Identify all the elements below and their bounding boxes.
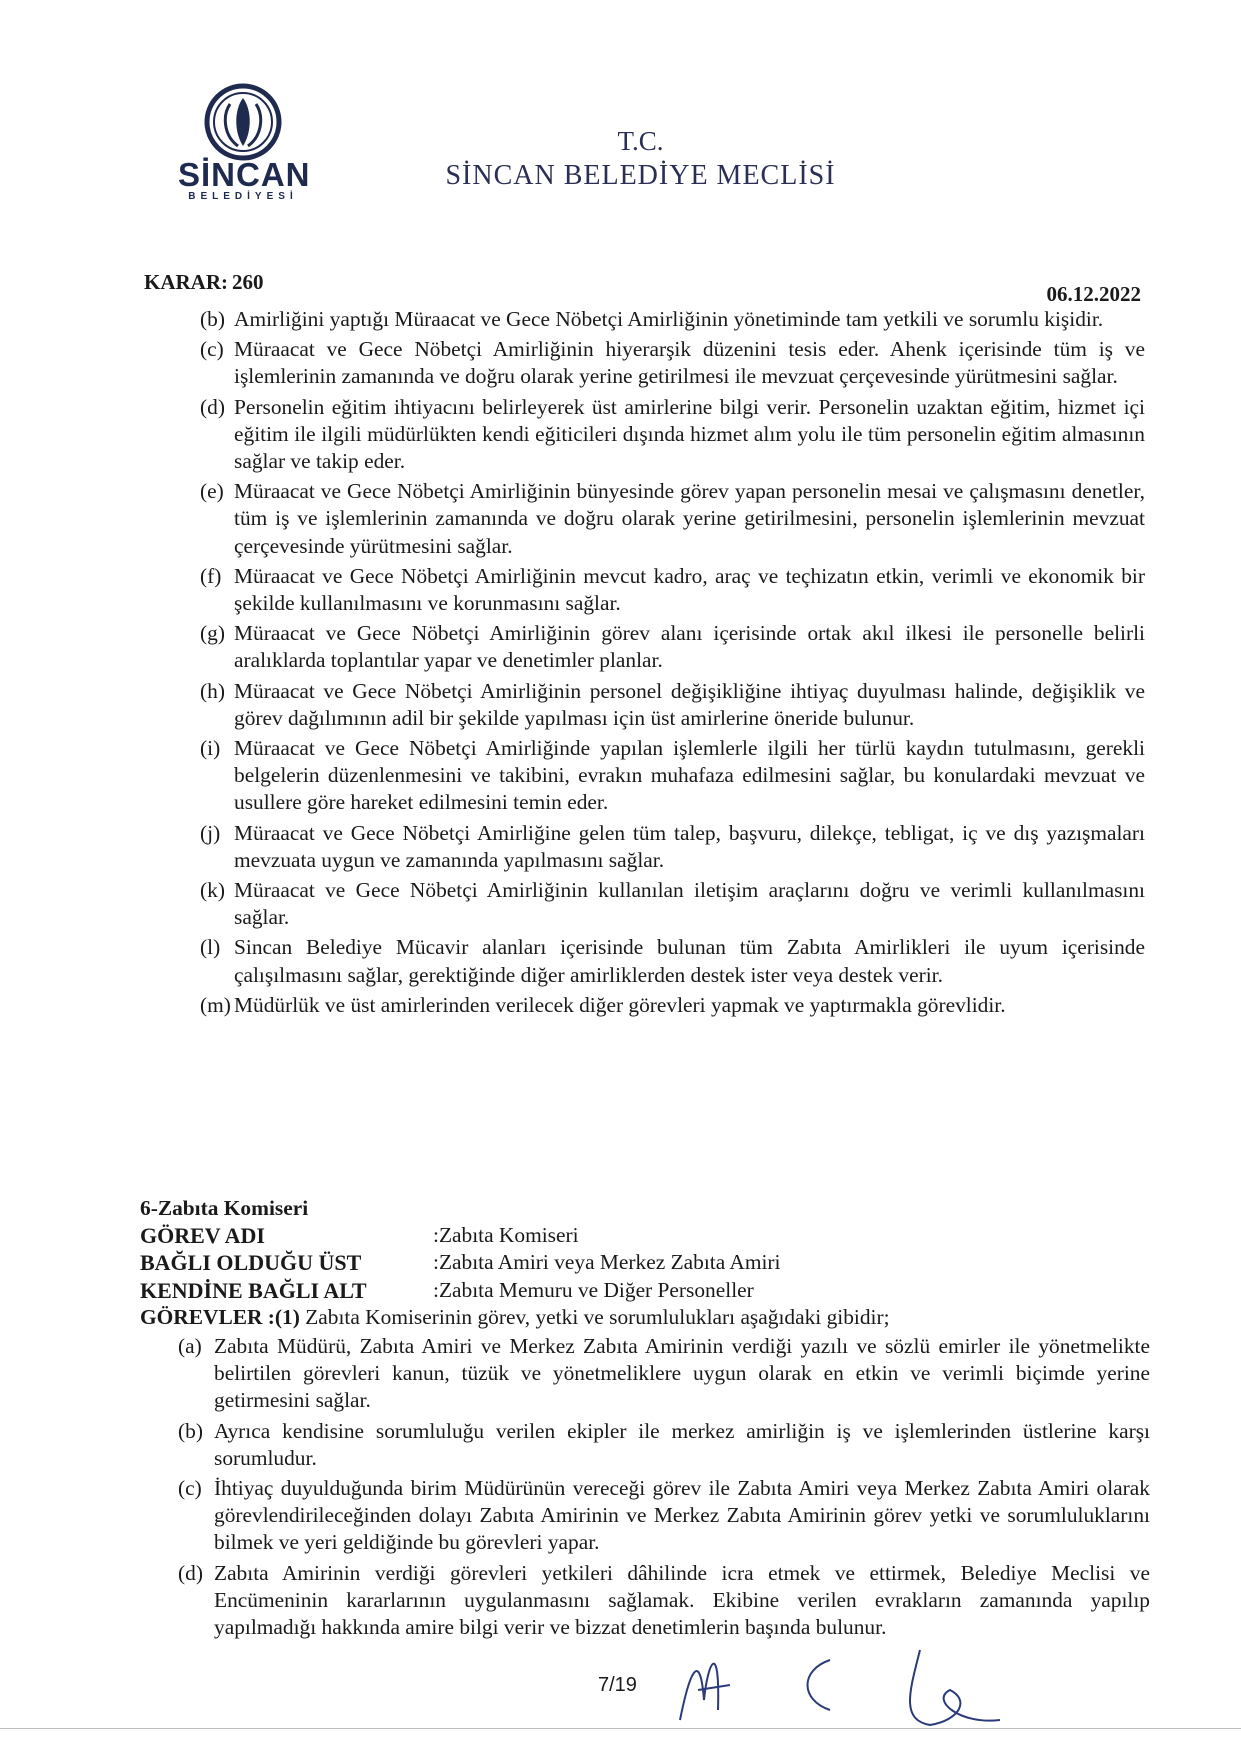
duty-list-section <box>178 1333 1150 1641</box>
duties-head: GÖREVLER :(1) <box>140 1304 300 1329</box>
list-item <box>200 336 1145 390</box>
list-item <box>178 1333 1150 1415</box>
item-text: Müraacat ve Gece Nöbetçi Amirliğinin mevcut kadro, araç ve teçhizatın etkin, verimli ve ekonomik bir şekilde kullanılmasını ve korunmasını sağlar. <box>234 563 1145 616</box>
logo-subtitle: BELEDİYESİ <box>188 191 298 202</box>
item-text: İhtiyaç duyulduğunda birim Müdürünün vereceği görev ile Zabıta Amiri veya Merkez Zabıta Amiri olarak görevlendirileceğinden dolayı Zabıta Amirinin ve Merkez Zabıta Amirinin görev yetki ve sorumluluklarını bilmek ve yeri geldiğinde bu görevleri yapar. <box>214 1476 1150 1555</box>
item-label: (d) <box>200 394 225 419</box>
list-item <box>200 934 1145 988</box>
item-text: Müraacat ve Gece Nöbetçi Amirliğinde yapılan işlemlerle ilgili her türlü kaydın tutulmasını, gerekli belgelerin düzenlenmesini ve takibini, evrakın muhafaza edilmesini sağlar, bu konulardaki mevzuat ve usullere göre hareket edilmesini temin eder. <box>234 736 1145 815</box>
duties-intro-text: Zabıta Komiserinin görev, yetki ve sorumlulukları aşağıdaki gibidir; <box>305 1304 890 1329</box>
list-item <box>200 992 1145 1019</box>
list-item <box>200 620 1145 674</box>
item-label: (g) <box>200 621 225 646</box>
item-text: Zabıta Müdürü, Zabıta Amiri ve Merkez Zabıta Amirinin verdiği yazılı ve sözlü emirler ile yönetmelikte belirtilen görevleri kanun, tüzük ve yönetmeliklere uygun olarak en etkin ve verimli biçimde yerine getirmesini sağlar. <box>214 1334 1150 1413</box>
list-item <box>200 563 1145 617</box>
item-text: Ayrıca kendisine sorumluluğu verilen ekipler ile merkez amirliğin iş ve işlemlerinden üstlerine karşı sorumludur. <box>214 1418 1150 1470</box>
decision-date: 06.12.2022 <box>1046 282 1141 306</box>
item-text: Müraacat ve Gece Nöbetçi Amirliğinin bünyesinde görev yapan personelin mesai ve çalışmasını denetler, tüm iş ve işlemlerinin zamanında ve doğru olarak yerine getirilmesini, personelin işlemlerinin mevzuat çerçevesinde yürütmesini sağlar. <box>234 479 1145 558</box>
info-key: BAĞLI OLDUĞU ÜST <box>140 1250 362 1276</box>
item-label: (j) <box>200 820 221 845</box>
item-label: (b) <box>178 1418 203 1443</box>
section-title: 6-Zabıta Komiseri <box>140 1196 309 1220</box>
page-bottom-rule <box>0 1728 1241 1729</box>
info-value: :Zabıta Amiri veya Merkez Zabıta Amiri <box>433 1250 781 1275</box>
item-text: Personelin eğitim ihtiyacını belirleyerek üst amirlerine bilgi verir. Personelin uzaktan eğitim, hizmet içi eğitim ile ilgili müdürlükten kendi eğiticileri dışında hizmet alım yolu ile tüm personelin eğitim almasının sağlar ve takip eder. <box>234 394 1145 474</box>
info-row <box>140 1277 1150 1304</box>
info-key: KENDİNE BAĞLI ALT <box>140 1277 367 1303</box>
list-item <box>178 1560 1150 1642</box>
info-row <box>140 1249 1150 1276</box>
item-text: Amirliğini yaptığı Müraacat ve Gece Nöbetçi Amirliğinin yönetiminde tam yetkili ve sorumlu kişidir. <box>234 307 1104 331</box>
header-council-name: SİNCAN BELEDİYE MECLİSİ <box>445 160 836 191</box>
list-item <box>200 735 1145 817</box>
item-text: Müraacat ve Gece Nöbetçi Amirliğinin görev alanı içerisinde ortak akıl ilkesi ile personelle belirli aralıklarda toplantılar yapar ve denetimler planlar. <box>234 621 1145 673</box>
item-text: Sincan Belediye Mücavir alanları içerisinde bulunan tüm Zabıta Amirlikleri ile uyum içerisinde çalışılmasını sağlar, gerektiğinde diğer amirliklerden destek ister veya destek verir. <box>234 935 1145 987</box>
item-text: Zabıta Amirinin verdiği görevleri yetkileri dâhilinde icra etmek ve ettirmek, Belediye Meclisi ve Encümeninin kararlarının uygulanmasını sağlamak. Ekibine verilen evrakların zamanında yapılıp yapılmadığı hakkında amire bilgi verir ve bizzat denetimlerin başında bulunur. <box>214 1560 1150 1640</box>
item-label: (l) <box>200 935 221 960</box>
section-zabita-komiseri <box>140 1195 1150 1644</box>
item-label: (f) <box>200 563 222 588</box>
decision-number <box>140 270 264 295</box>
list-item <box>200 678 1145 732</box>
item-text: Müdürlük ve üst amirlerinden verilecek diğer görevleri yapmak ve yaptırmakla görevlidir. <box>234 992 1006 1017</box>
decision-label: KARAR: <box>144 270 228 294</box>
info-value: :Zabıta Komiseri <box>433 1223 579 1248</box>
list-item <box>200 394 1145 476</box>
item-label: (h) <box>200 678 225 703</box>
item-text: Müraacat ve Gece Nöbetçi Amirliğine gelen tüm talep, başvuru, dilekçe, tebligat, iç ve dış yazışmaları mevzuata uygun ve zamanında yapılmasını sağlar. <box>234 820 1145 872</box>
list-item <box>200 877 1145 931</box>
item-label: (i) <box>200 736 221 761</box>
list-item <box>200 478 1145 560</box>
duties-intro <box>140 1304 1150 1331</box>
item-label: (b) <box>200 307 225 331</box>
list-item <box>200 306 1145 333</box>
list-item <box>178 1475 1150 1557</box>
item-text: Müraacat ve Gece Nöbetçi Amirliğinin personel değişikliğine ihtiyaç duyulması halinde, değişiklik ve görev dağılımının adil bir şekilde yapılması için üst amirlerine öneride bulunur. <box>234 678 1145 730</box>
list-item <box>178 1418 1150 1472</box>
logo-name: SİNCAN <box>178 156 311 193</box>
item-label: (c) <box>200 337 224 362</box>
duty-list-upper <box>200 306 1145 1022</box>
page-number: 7/19 <box>598 1674 637 1696</box>
decision-number-value: 260 <box>232 270 264 294</box>
list-item <box>200 820 1145 874</box>
handwritten-signatures <box>660 1630 1040 1740</box>
item-label: (k) <box>200 878 225 903</box>
item-label: (e) <box>200 479 224 504</box>
item-label: (d) <box>178 1560 203 1585</box>
header-tc: T.C. <box>617 126 664 156</box>
item-text: Müraacat ve Gece Nöbetçi Amirliğinin hiyerarşik düzenini tesis eder. Ahenk içerisinde tüm iş ve işlemlerinin zamanında ve doğru olarak yerine getirilmesi ile mevzuat çerçevesinde yürütmesini sağlar. <box>234 337 1145 389</box>
info-value: :Zabıta Memuru ve Diğer Personeller <box>433 1277 754 1302</box>
item-label: (m) <box>200 992 231 1017</box>
info-key: GÖREV ADI <box>140 1223 265 1249</box>
item-text: Müraacat ve Gece Nöbetçi Amirliğinin kullanılan iletişim araçlarını doğru ve verimli kullanılmasını sağlar. <box>234 878 1145 930</box>
item-label: (a) <box>178 1334 202 1359</box>
info-row <box>140 1222 1150 1249</box>
item-label: (c) <box>178 1476 202 1501</box>
